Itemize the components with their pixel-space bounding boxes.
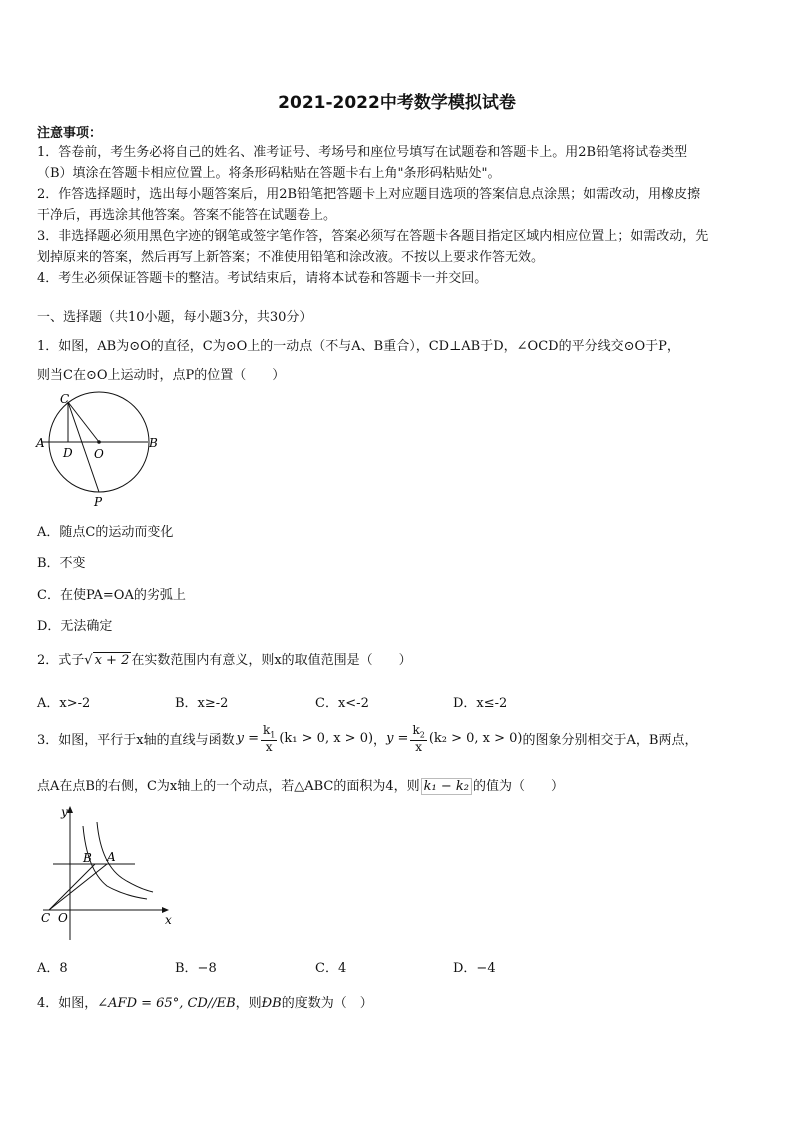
- notice-heading: 注意事项：: [37, 126, 103, 141]
- label-d: D: [63, 446, 73, 460]
- option: A．随点C的运动而变化: [37, 525, 174, 540]
- center-point: [97, 440, 101, 444]
- question-1-figure: [32, 390, 167, 510]
- section-heading: 一、选择题（共10小题，每小题3分，共30分）: [37, 310, 313, 325]
- label-a: A: [107, 850, 116, 864]
- q2-post: 在实数范围内有意义，则x的取值范围是（ ）: [131, 653, 412, 668]
- question-1-text: 1．如图，AB为⊙O的直径，C为⊙O上的一动点（不与A、B重合），CD⊥AB于D，∠OCD的平分线交⊙O于P，: [37, 339, 680, 354]
- fraction-k1-over-x: [261, 724, 277, 753]
- notice-line: 干净后，再选涂其他答案。答案不能答在试题卷上。: [37, 208, 337, 223]
- option: B．x≥-2: [175, 696, 229, 711]
- sqrt-radicand: x + 2: [94, 653, 130, 668]
- denominator-x: x: [415, 739, 423, 754]
- notice-line: （B）填涂在答题卡相应位置上。将条形码粘贴在答题卡右上角"条形码粘贴处"。: [37, 166, 501, 181]
- k2-letter: k: [412, 723, 420, 737]
- q4-post: ，则: [235, 996, 262, 1011]
- k1-subscript: 1: [270, 730, 276, 740]
- comma: ，: [373, 733, 387, 749]
- option: C．在使PA=OA的劣弧上: [37, 588, 186, 603]
- fraction-k2-over-x: [410, 724, 426, 753]
- q3-part2: 的图象分别相交于A，B两点，: [522, 733, 698, 749]
- notice-line: 1．答卷前，考生务必将自己的姓名、准考证号、考场号和座位号填写在试题卷和答题卡上。用2B铅笔将试卷类型: [37, 145, 688, 160]
- curve-k1: [97, 822, 153, 892]
- question-4-text: [37, 992, 373, 1011]
- func-1-lhs: y =: [236, 731, 259, 747]
- label-b: B: [83, 851, 92, 865]
- label-c: C: [41, 911, 51, 925]
- option: A．x>-2: [37, 696, 91, 711]
- sqrt-expression: √ x + 2: [84, 653, 130, 668]
- segment-cb: [49, 864, 95, 910]
- notice-line: 3．非选择题必须用黑色字迹的钢笔或签字笔作答，答案必须写在答题卡各题目指定区域内相应位置上；如需改动，先: [37, 229, 709, 244]
- q4-angle: ÐB: [261, 996, 282, 1011]
- condition-2: (k₂ > 0, x > 0): [428, 731, 523, 747]
- segment-co: [68, 402, 99, 442]
- denominator-x: x: [265, 739, 273, 754]
- label-a: A: [36, 436, 45, 450]
- func-2-lhs: y =: [386, 731, 409, 747]
- notice-line: 划掉原来的答案，然后再写上新答案；不准使用铅笔和涂改液。不按以上要求作答无效。: [37, 250, 545, 265]
- k1-letter: k: [262, 723, 271, 737]
- label-y: y: [61, 805, 68, 819]
- q3-part1: 3．如图，平行于x轴的直线与函数: [37, 733, 235, 749]
- label-c: C: [60, 392, 70, 406]
- question-1-text: 则当C在⊙O上运动时，点P的位置（ ）: [37, 368, 286, 383]
- y-axis-arrow: [67, 806, 73, 813]
- option: A．8: [37, 961, 68, 976]
- q4-pre: 4．如图，: [37, 996, 98, 1011]
- k2-subscript: 2: [419, 730, 425, 740]
- option: C．x<-2: [315, 696, 369, 711]
- option: D．无法确定: [37, 619, 113, 634]
- option: D．x≤-2: [453, 696, 508, 711]
- q4-end: 的度数为（ ）: [281, 996, 373, 1011]
- option: C．4: [315, 961, 347, 976]
- segment-ca: [49, 864, 107, 910]
- label-p: P: [94, 495, 103, 509]
- page-title: 2021-2022中考数学模拟试卷: [278, 93, 516, 113]
- condition-1: (k₁ > 0, x > 0): [279, 731, 374, 747]
- label-o: O: [94, 447, 104, 461]
- option: B．−8: [175, 961, 217, 976]
- expression-k1-minus-k2: k₁ − k₂: [421, 778, 472, 795]
- question-3-text: [37, 775, 564, 794]
- notice-line: 4．考生必须保证答题卡的整洁。考试结束后，请将本试卷和答题卡一并交回。: [37, 271, 488, 286]
- q2-pre: 2．式子: [37, 653, 85, 668]
- option: B．不变: [37, 556, 86, 571]
- question-3-text: [37, 724, 697, 753]
- option: D．−4: [453, 961, 496, 976]
- question-2-text: [37, 649, 412, 668]
- label-b: B: [149, 436, 158, 450]
- q3-line2: 点A在点B的右侧，C为x轴上的一个动点，若△ABC的面积为4，则: [37, 779, 420, 794]
- q4-math: ∠AFD = 65°, CD//EB: [97, 996, 236, 1011]
- q3-line2-end: 的值为（ ）: [472, 779, 564, 794]
- notice-line: 2．作答选择题时，选出每小题答案后，用2B铅笔把答题卡上对应题目选项的答案信息点涂黑；如需改动，用橡皮擦: [37, 187, 701, 202]
- label-x: x: [165, 913, 172, 927]
- label-o: O: [58, 911, 68, 925]
- question-3-figure: [35, 800, 180, 945]
